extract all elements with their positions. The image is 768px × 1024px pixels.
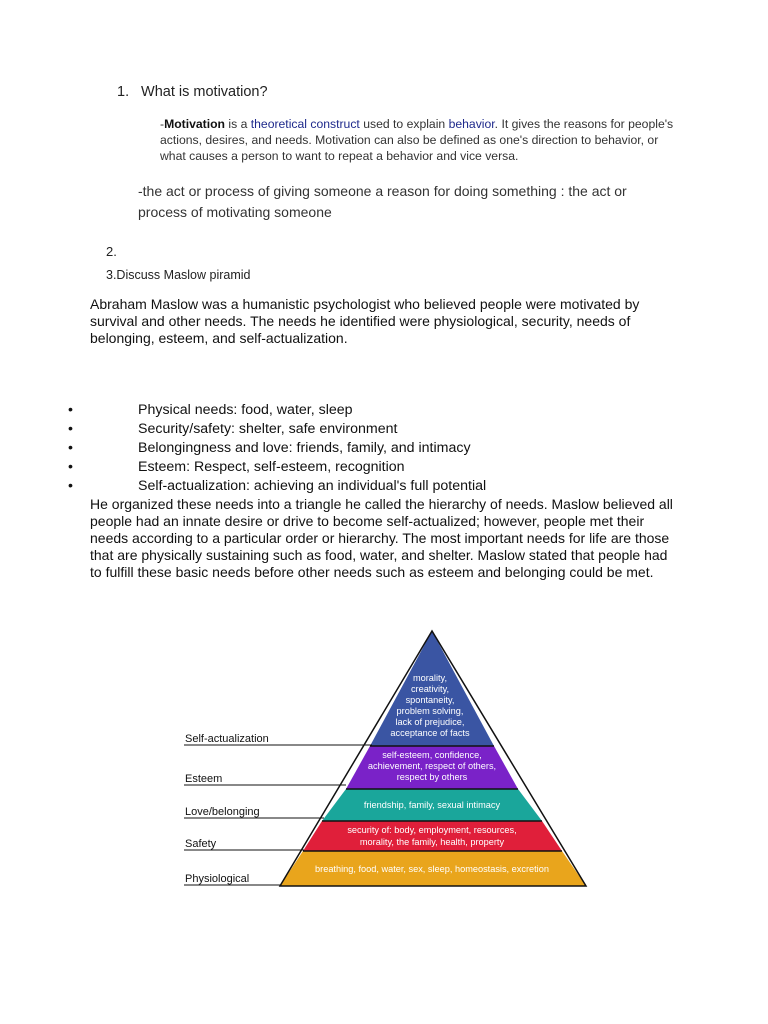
needs-bullet-list: [68, 401, 668, 496]
item-3-heading: 3.Discuss Maslow piramid: [106, 268, 251, 282]
tier-text: morality, the family, health, property: [359, 837, 505, 847]
bullet-text: Esteem: Respect, self-esteem, recognition: [138, 459, 405, 475]
definition-dash: -: [160, 117, 165, 131]
tier-text: breathing, food, water, sex, sleep, homeostasis, excretion: [315, 864, 549, 874]
bullet-icon: •: [68, 478, 73, 494]
list-item: [68, 477, 668, 496]
tier-text: morality,: [412, 673, 448, 683]
tier-text: lack of prejudice,: [395, 717, 465, 727]
question-1: [117, 84, 268, 100]
definition-is-a: is a: [225, 117, 251, 131]
definition-1: [160, 116, 680, 165]
bullet-text: Physical needs: food, water, sleep: [138, 402, 353, 418]
maslow-pyramid-figure: [0, 620, 768, 900]
tier-text: spontaneity,: [405, 695, 455, 705]
bullet-icon: •: [68, 402, 73, 418]
label-self-actualization: Self-actualization: [185, 733, 269, 745]
definition-term: Motivation: [164, 117, 225, 131]
list-item: [68, 420, 668, 439]
label-safety: Safety: [185, 838, 217, 850]
paragraph-hierarchy: He organized these needs into a triangle he called the hierarchy of needs. Maslow believed all people had an innate desire or drive to become self-actualized; however, people met their needs according to a particular order or hierarchy. The most important needs for life are those that are physically sustaining such as food, water, and shelter. Maslow stated that people had to fulfill these basic needs before other needs such as esteem and belonging could be met.: [90, 496, 673, 580]
bullet-text: Belongingness and love: friends, family, and intimacy: [138, 440, 471, 456]
bullet-icon: •: [68, 459, 73, 475]
bullet-icon: •: [68, 440, 73, 456]
tier-text: acceptance of facts: [390, 728, 470, 738]
theoretical-construct-link[interactable]: theoretical construct: [250, 117, 360, 131]
behavior-link[interactable]: behavior: [448, 117, 495, 131]
tier-text: problem solving,: [396, 706, 464, 716]
label-physiological: Physiological: [185, 873, 250, 885]
question-1-number: 1.: [117, 84, 130, 100]
bullet-icon: •: [68, 421, 73, 437]
definition-2: -the act or process of giving someone a reason for doing something : the act or process of motivating someone: [138, 183, 627, 220]
item-2: 2.: [106, 244, 117, 259]
list-item: [68, 439, 668, 458]
question-1-text: What is motivation?: [141, 84, 268, 100]
bullet-text: Self-actualization: achieving an individual's full potential: [138, 478, 487, 494]
tier-text: self-esteem, confidence,: [382, 750, 482, 760]
list-item: [68, 401, 668, 420]
tier-text: friendship, family, sexual intimacy: [363, 800, 501, 810]
tier-text: achievement, respect of others,: [367, 761, 497, 771]
definition-rest: . It gives the reasons for people's actions, desires, and needs. Motivation can also be defined as one's direction to behavior, or what causes a person to want to repeat a behavior and vice versa.: [160, 117, 674, 164]
label-esteem: Esteem: [185, 773, 223, 785]
tier-text: creativity,: [410, 684, 450, 694]
paragraph-maslow-intro: Abraham Maslow was a humanistic psychologist who believed people were motivated by survival and other needs. The needs he identified were physiological, security, needs of belonging, esteem, and self-actualization.: [90, 296, 640, 346]
tier-text: respect by others: [396, 772, 468, 782]
bullet-text: Security/safety: shelter, safe environment: [138, 421, 398, 437]
label-love-belonging: Love/belonging: [185, 806, 260, 818]
tier-text: security of: body, employment, resources,: [347, 825, 517, 835]
list-item: [68, 458, 668, 477]
definition-used: used to explain: [359, 117, 449, 131]
